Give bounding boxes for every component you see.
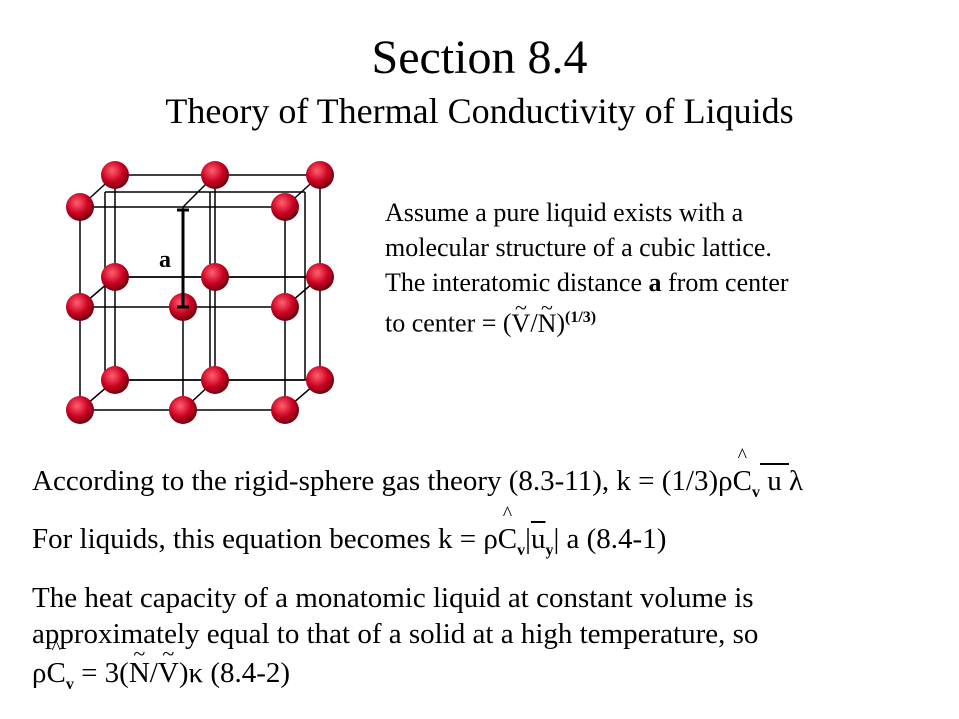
atom	[169, 396, 197, 424]
assume-line-1: Assume a pure liquid exists with a	[385, 198, 744, 227]
atom	[201, 263, 229, 291]
atom	[271, 396, 299, 424]
atom	[306, 263, 334, 291]
distance-label: a	[159, 247, 171, 273]
atom	[66, 193, 94, 221]
assume-line-3: The interatomic distance a from center	[385, 268, 789, 297]
atom	[201, 366, 229, 394]
paragraph-line-1: The heat capacity of a monatomic liquid at constant volume is	[32, 582, 754, 614]
atom	[306, 161, 334, 189]
atom	[101, 366, 129, 394]
assumption-text	[385, 195, 925, 341]
atom	[201, 161, 229, 189]
atom	[271, 293, 299, 321]
atom	[271, 193, 299, 221]
paragraph-line-2: approximately equal to that of a solid at a high temperature, so	[32, 618, 759, 650]
assume-line-2: molecular structure of a cubic lattice.	[385, 233, 772, 262]
equation-8-3-11: According to the rigid-sphere gas theory (8.3-11), k = (1/3)ρ^ $C_v$ u λ	[32, 465, 803, 502]
section-title: Section 8.4	[371, 31, 588, 84]
atom	[101, 263, 129, 291]
equation-8-4-2: ρ^ $C_v$ = 3(~ N/~ V)κ (8.4-2)	[32, 657, 290, 694]
atom	[306, 366, 334, 394]
atom	[101, 161, 129, 189]
atom	[66, 293, 94, 321]
distance-marker	[177, 210, 189, 307]
cubic-lattice-diagram	[55, 155, 355, 435]
assume-line-4: to center = (~ V/~ N)$^{(1/3)}$	[385, 300, 925, 341]
lattice-atoms	[66, 161, 334, 424]
equation-8-4-1: For liquids, this equation becomes k = ρ^ $C_v|\overline{u}_y|$ a (8.4-1)	[32, 523, 666, 560]
atom	[66, 396, 94, 424]
slide-subtitle: Theory of Thermal Conductivity of Liquids	[165, 91, 794, 131]
